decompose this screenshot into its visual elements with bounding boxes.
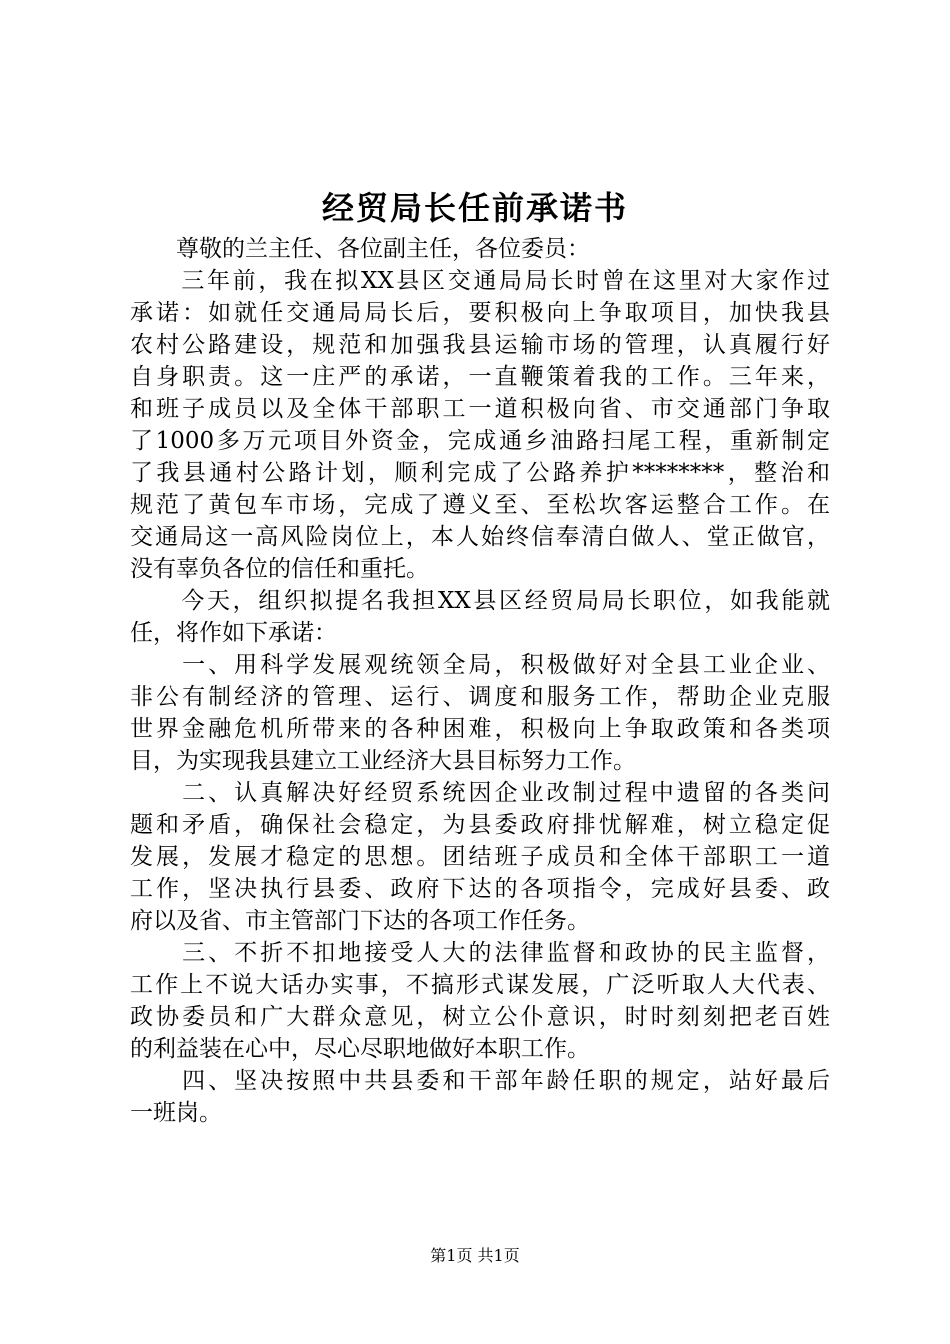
body-line: 三、不折不扣地接受人大的法律监督和政协的民主监督， — [130, 940, 830, 966]
body-line: 发展，发展才稳定的思想。团结班子成员和全体干部职工一道 — [130, 844, 830, 870]
body-line: 自身职责。这一庄严的承诺，一直鞭策着我的工作。三年来， — [130, 364, 830, 390]
body-line: 任，将作如下承诺： — [130, 620, 337, 646]
body-line: 四、坚决按照中共县委和干部年龄任职的规定，站好最后 — [130, 1068, 830, 1094]
body-line: 府以及省、市主管部门下达的各项工作任务。 — [130, 908, 590, 934]
body-line: 尊敬的兰主任、各位副主任，各位委员： — [130, 236, 590, 262]
body-line: 工作上不说大话办实事，不搞形式谋发展，广泛听取人大代表、 — [130, 972, 830, 998]
body-line: 工作，坚决执行县委、政府下达的各项指令，完成好县委、政 — [130, 876, 830, 902]
body-line: 没有辜负各位的信任和重托。 — [130, 556, 429, 582]
page-footer: 第1页 共1页 — [430, 1246, 520, 1265]
body-line: 题和矛盾，确保社会稳定，为县委政府排忧解难，树立稳定促 — [130, 812, 830, 838]
body-line: 三年前，我在拟XX县区交通局局长时曾在这里对大家作过 — [130, 268, 830, 294]
body-line: 二、认真解决好经贸系统因企业改制过程中遗留的各类问 — [130, 780, 830, 806]
body-line: 今天，组织拟提名我担XX县区经贸局局长职位，如我能就 — [130, 588, 830, 614]
body-line: 目，为实现我县建立工业经济大县目标努力工作。 — [130, 748, 636, 774]
document-body — [130, 233, 830, 1129]
body-line: 农村公路建设，规范和加强我县运输市场的管理，认真履行好 — [130, 332, 830, 358]
body-line: 了1000多万元项目外资金，完成通乡油路扫尾工程，重新制定 — [130, 428, 830, 454]
body-line: 政协委员和广大群众意见，树立公仆意识，时时刻刻把老百姓 — [130, 1004, 830, 1030]
body-line: 承诺：如就任交通局局长后，要积极向上争取项目，加快我县 — [130, 300, 830, 326]
document-title: 经贸局长任前承诺书 — [321, 189, 628, 227]
body-line: 一、用科学发展观统领全局，积极做好对全县工业企业、 — [130, 652, 830, 678]
body-line: 世界金融危机所带来的各种困难，积极向上争取政策和各类项 — [130, 716, 830, 742]
body-line: 一班岗。 — [130, 1100, 222, 1126]
body-line: 规范了黄包车市场，完成了遵义至、至松坎客运整合工作。在 — [130, 492, 830, 518]
body-line: 了我县通村公路计划，顺利完成了公路养护********，整治和 — [130, 460, 830, 486]
body-line: 的利益装在心中，尽心尽职地做好本职工作。 — [130, 1036, 590, 1062]
body-line: 和班子成员以及全体干部职工一道积极向省、市交通部门争取 — [130, 396, 830, 422]
body-line: 交通局这一高风险岗位上，本人始终信奉清白做人、堂正做官， — [130, 524, 830, 550]
body-line: 非公有制经济的管理、运行、调度和服务工作，帮助企业克服 — [130, 684, 830, 710]
